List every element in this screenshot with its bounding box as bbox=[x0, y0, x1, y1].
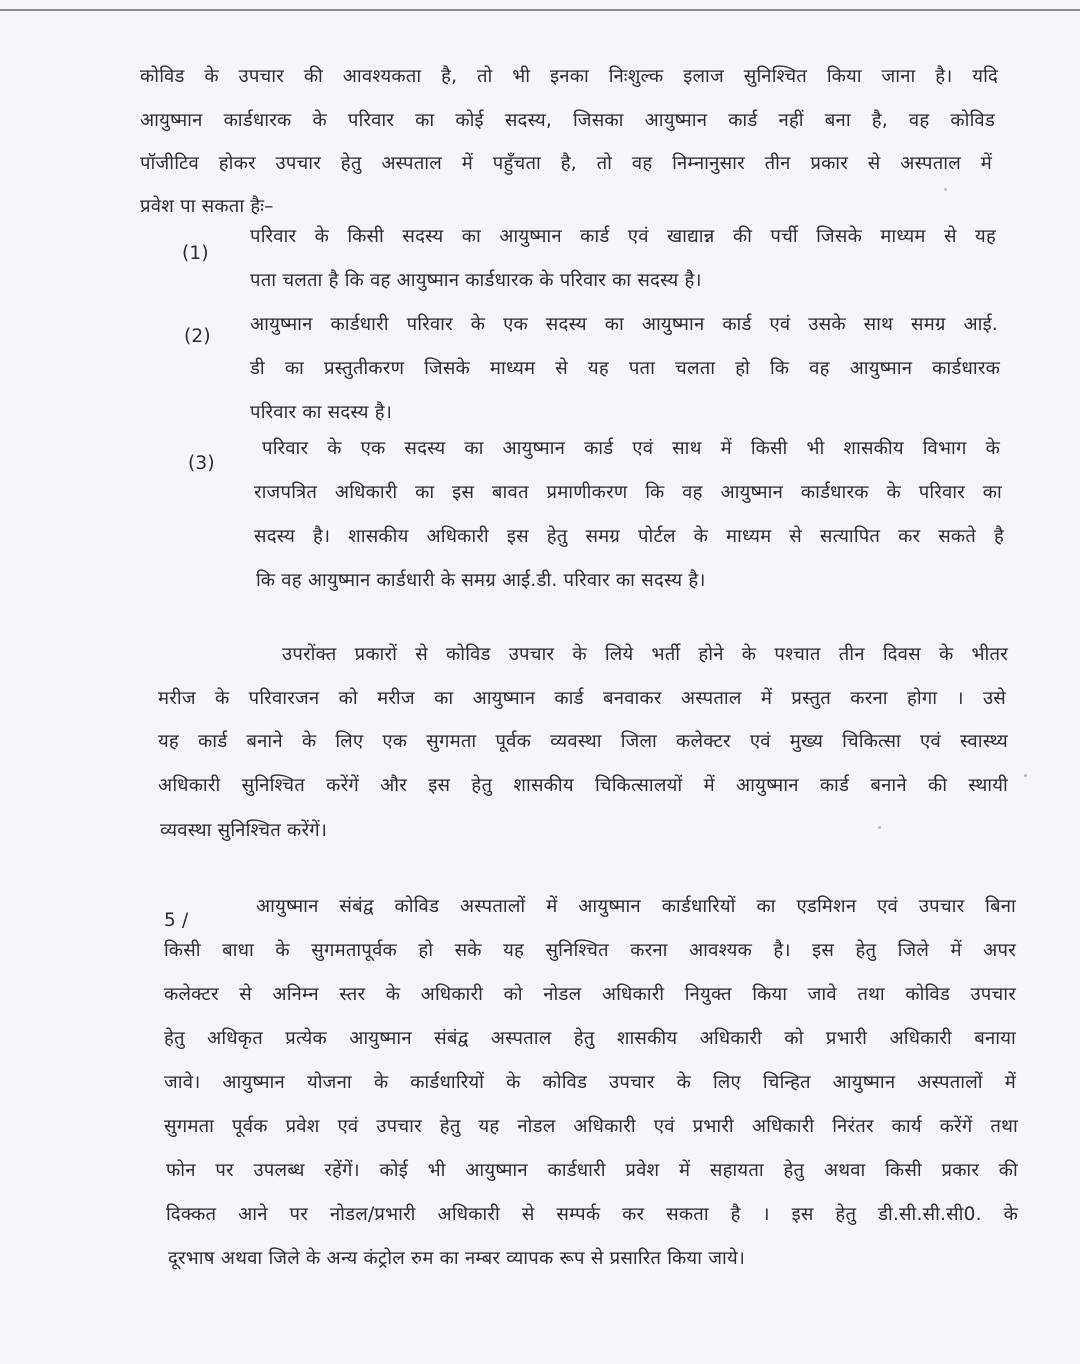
section-line: कलेक्टर से अनिम्न स्तर के अधिकारी को नोडल अधिकारी नियुक्त किया जावे तथा कोविड उपचार bbox=[164, 984, 1016, 1005]
section-line: जावे। आयुष्मान योजना के कार्डधारियों के कोविड उपचार के लिए चिन्हित आयुष्मान अस्पतालों में bbox=[164, 1072, 1016, 1093]
section-line: किसी बाधा के सुगमतापूर्वक हो सके यह सुनिश्चित करना आवश्यक है। इस हेतु जिले में अपर bbox=[164, 940, 1016, 961]
list-item-line: कि वह आयुष्मान कार्डधारी के समग्र आई.डी. परिवार का सदस्य है। bbox=[256, 570, 706, 591]
section-line: आयुष्मान संबंद्व कोविड अस्पतालों में आयुष्मान कार्डधारियों का एडमिशन एवं उपचार बिना bbox=[256, 896, 1016, 917]
section-line: फोन पर उपलब्ध रहेंगें। कोई भी आयुष्मान कार्डधारी प्रवेश में सहायता हेतु अथवा किसी प्रकार की bbox=[166, 1160, 1018, 1181]
list-item-number: (2) bbox=[184, 326, 211, 347]
list-item-line: सदस्य है। शासकीय अधिकारी इस हेतु समग्र पोर्टल के माध्यम से सत्यापित कर सकते है bbox=[254, 526, 1004, 547]
section-line: दूरभाष अथवा जिले के अन्य कंट्रोल रुम का नम्बर व्यापक रूप से प्रसारित किया जाये। bbox=[168, 1248, 746, 1269]
section-line: हेतु अधिकृत प्रत्येक आयुष्मान संबंद्व अस्पताल हेतु शासकीय अधिकारी को प्रभारी अधिकारी बनाया bbox=[164, 1028, 1016, 1049]
paragraph-line: अधिकारी सुनिश्चित करेंगें और इस हेतु शासकीय चिकित्सालयों में आयुष्मान कार्ड बनाने की स्थायी bbox=[158, 775, 1008, 796]
list-item-line: परिवार का सदस्य है। bbox=[250, 402, 393, 423]
intro-line: कोविड के उपचार की आवश्यकता है, तो भी इनका निःशुल्क इलाज सुनिश्चित किया जाना है। यदि bbox=[140, 66, 998, 87]
list-item-number: (1) bbox=[182, 243, 209, 264]
list-item-line: आयुष्मान कार्डधारी परिवार के एक सदस्य का आयुष्मान कार्ड एवं उसके साथ समग्र आई. bbox=[250, 314, 998, 335]
list-item-line: डी का प्रस्तुतीकरण जिसके माध्यम से यह पता चलता हो कि वह आयुष्मान कार्डधारक bbox=[250, 358, 1000, 379]
paragraph-line: यह कार्ड बनाने के लिए एक सुगमता पूर्वक व्यवस्था जिला कलेक्टर एवं मुख्य चिकित्सा एवं स्वास्थ्य bbox=[158, 731, 1008, 752]
intro-line: प्रवेश पा सकता हैः– bbox=[140, 196, 274, 217]
intro-line: आयुष्मान कार्डधारक के परिवार का कोई सदस्य, जिसका आयुष्मान कार्ड नहीं बना है, वह कोविड bbox=[140, 110, 995, 131]
intro-line: पॉजीटिव होकर उपचार हेतु अस्पताल में पहुँचता है, तो वह निम्नानुसार तीन प्रकार से अस्पताल में bbox=[140, 153, 992, 174]
paragraph-line: उपरोंक्त प्रकारों से कोविड उपचार के लिये भर्ती होने के पश्चात तीन दिवस के भीतर bbox=[282, 644, 1008, 665]
paragraph-line: मरीज के परिवारजन को मरीज का आयुष्मान कार्ड बनवाकर अस्पताल में प्रस्तुत करना होगा । उसे bbox=[158, 688, 1006, 709]
list-item-line: परिवार के एक सदस्य का आयुष्मान कार्ड एवं साथ में किसी भी शासकीय विभाग के bbox=[262, 438, 1000, 459]
list-item-number: (3) bbox=[188, 453, 215, 474]
paragraph-line: व्यवस्था सुनिश्चित करेंगें। bbox=[160, 820, 328, 841]
list-item-line: राजपत्रित अधिकारी का इस बावत प्रमाणीकरण कि वह आयुष्मान कार्डधारक के परिवार का bbox=[254, 482, 1002, 503]
list-item-line: पता चलता है कि वह आयुष्मान कार्डधारक के परिवार का सदस्य है। bbox=[250, 270, 702, 291]
section-line: दिक्कत आने पर नोडल/प्रभारी अधिकारी से सम्पर्क कर सकता है । इस हेतु डी.सी.सी.सी0. के bbox=[166, 1204, 1018, 1225]
section-line: सुगमता पूर्वक प्रवेश एवं उपचार हेतु यह नोडल अधिकारी एवं प्रभारी अधिकारी निरंतर कार्य करेंगें तथा bbox=[164, 1116, 1018, 1137]
list-item-line: परिवार के किसी सदस्य का आयुष्मान कार्ड एवं खाद्यान्न की पर्ची जिसके माध्यम से यह bbox=[250, 226, 996, 247]
section-number: 5 / bbox=[164, 910, 189, 931]
